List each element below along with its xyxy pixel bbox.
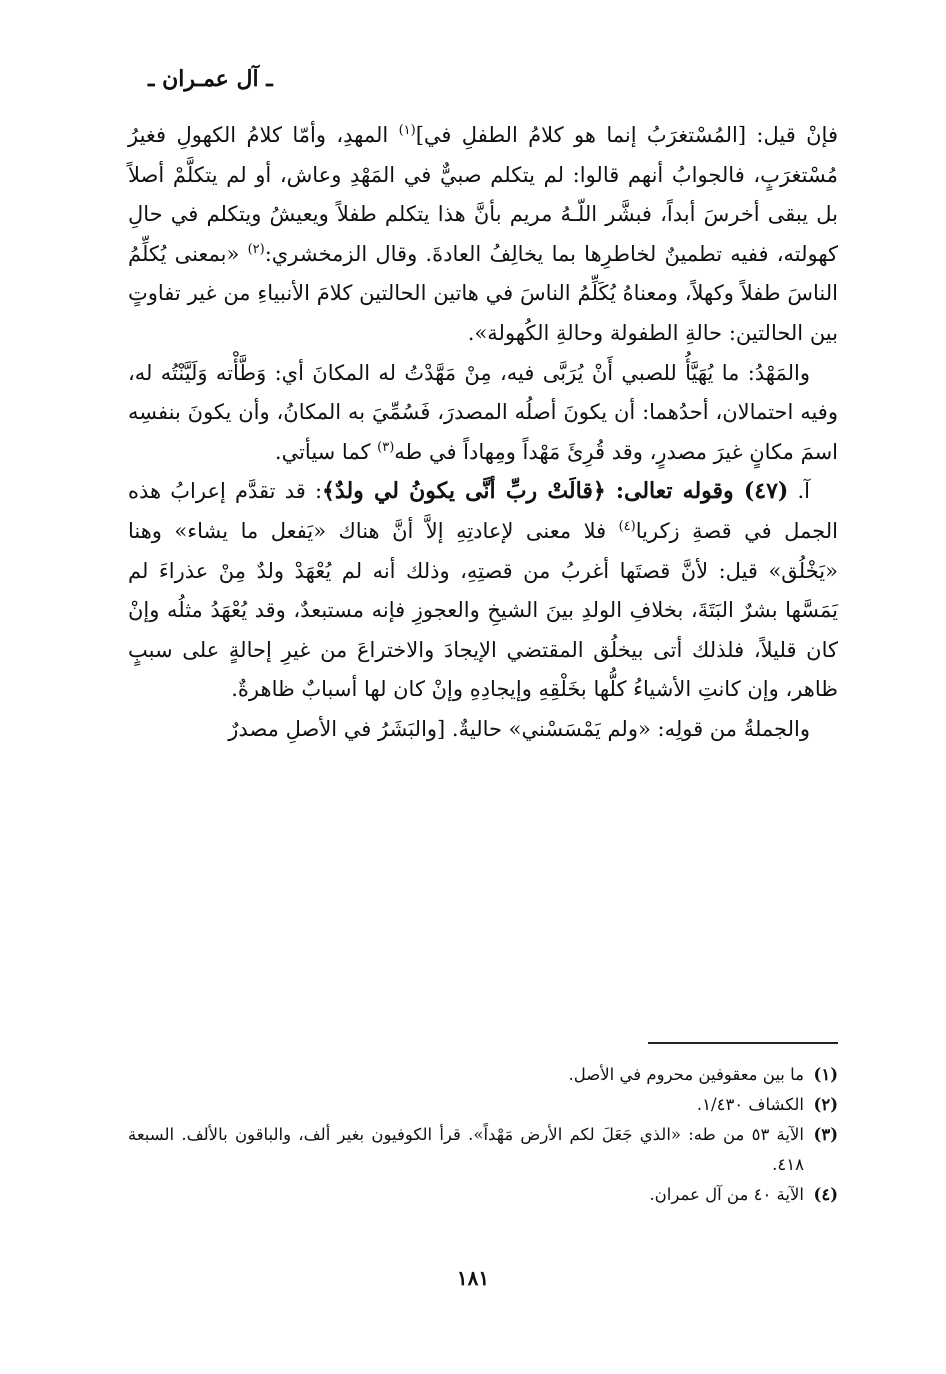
footnote-text xyxy=(128,1180,804,1210)
line-text: المكانُ، وأن يكونَ بنفسِه اسمَ مكانٍ غيرَ مصدرٍ، وقد قُرِئَ مَهْداً ومِهاداً في xyxy=(128,400,838,464)
running-header: ـ آل عمـران ـ xyxy=(148,66,273,92)
footnote-marker[interactable]: (٤) xyxy=(618,518,636,534)
text-line xyxy=(275,440,422,464)
line-text-continued: المهدِ، وأمّا كلامُ xyxy=(246,123,399,147)
line-text: الطفولة وحالةِ الكُهولة». xyxy=(467,320,679,345)
paragraph xyxy=(128,472,838,710)
paragraph xyxy=(128,116,838,354)
footnote xyxy=(128,1090,838,1120)
footnote-number: (١) xyxy=(813,1065,838,1084)
footnote-line: ما بين معقوفين محروم في الأصل. xyxy=(568,1065,804,1084)
footnote xyxy=(128,1180,838,1210)
line-text: طه xyxy=(394,439,423,464)
line-text: وإيجادِهِ وإنْ كان لها أسبابٌ ظاهرةٌ. xyxy=(231,677,532,702)
verse-heading: (٤٧) وقوله تعالى: ﴿قالَتْ ربِّ أنَّى يكونُ لي ولدٌ﴾ xyxy=(322,478,789,505)
line-text: وَطَّأْته وَلَيَّنْتُه له، وفيه احتمالان، أحدُهما: أن يكونَ أصلُه المصدرَ، فَسُمِّيَ به xyxy=(128,360,838,425)
footnote-marker[interactable]: (٢) xyxy=(247,241,265,257)
line-text: مستبعدٌ، وقد يُعْهَدُ مثلُه وإنْ كان قليلاً، فلذلك أتى بيخلُق المقتضي الإيجادَ xyxy=(128,598,838,662)
footnote-text xyxy=(128,1120,804,1180)
text-line xyxy=(468,321,679,345)
footnote-text xyxy=(128,1060,804,1090)
footnotes xyxy=(128,1060,838,1210)
text-line xyxy=(228,717,810,741)
page-number: ١٨١ xyxy=(456,1266,490,1290)
footnote xyxy=(128,1060,838,1090)
line-text-continued: «بمعنى يُكلِّمُ الناسَ طفلاً وكهلاً، ومعناهُ يُكَلِّمُ xyxy=(128,241,838,306)
line-text: ولدٌ مِنْ عذراءَ لم يَمَسَّها بشرٌ البَتَةَ، بخلافِ الولدِ بينَ الشيخِ والعجوزِ فإنه xyxy=(128,558,838,623)
footnote-line: الآية ٤٠ من آل عمران. xyxy=(649,1185,804,1204)
footnote-number: (٢) xyxy=(813,1095,838,1114)
footnote-separator xyxy=(648,1042,838,1044)
main-text xyxy=(128,116,838,750)
text-line xyxy=(231,677,532,701)
line-text-continued: كما سيأتي. xyxy=(274,439,378,464)
footnote-marker[interactable]: (٣) xyxy=(377,439,395,455)
line-text: والاختراعَ من غيرِ إحالةٍ على سببٍ ظاهر، وإن كانتِ الأشياءُ كلُّها بخَلْقِهِ xyxy=(128,637,838,702)
line-text: وعاش، أو لم يتكلَّمْ أصلاً بل يبقى أخرسَ أبداً، فبشَّر اللّـهُ مريم بأنَّ هذا xyxy=(128,162,839,227)
footnote-text xyxy=(128,1090,804,1120)
line-text: العادةَ. وقال الزمخشري: xyxy=(264,241,482,266)
line-text: آ. xyxy=(788,479,810,504)
line-text: الكهولِ فغيرُ مُسْتغرَبٍ، فالجوابُ أنهم قالوا: لم يتكلم صبيٌّ في المَهْدِ xyxy=(128,123,838,187)
line-text: الناسَ في هاتين الحالتين كلامَ الأنبياءِ من غير تفاوتٍ بين الحالتين: حالةِ xyxy=(128,281,838,345)
paragraph xyxy=(128,710,838,750)
line-text-continued: : قد تقدَّم xyxy=(235,479,323,504)
footnote xyxy=(128,1120,838,1180)
footnote-line: الكشاف ١/٤٣٠. xyxy=(696,1095,804,1114)
footnote-marker[interactable]: (١) xyxy=(398,123,416,138)
footnote-number: (٤) xyxy=(813,1185,838,1204)
footnote-line: بالألف. السبعة ٤١٨. xyxy=(128,1125,804,1174)
text-line xyxy=(235,479,810,503)
text-line xyxy=(275,361,810,385)
line-text: ما يشاء» وهنا «يَخْلُق» قيل: لأنَّ قصتَها أغربُ من قصتِهِ، وذلك أنه لم يُعْهَدْ xyxy=(128,518,839,583)
paragraph xyxy=(128,354,838,473)
footnote-number: (٣) xyxy=(813,1125,838,1144)
line-text: إعرابُ هذه الجمل في قصةِ زكريا xyxy=(128,479,838,543)
text-line xyxy=(246,123,838,147)
line-text: فإنْ قيل: [المُسْتغرَبُ إنما هو كلامُ الطفلِ في] xyxy=(415,123,838,147)
line-text: يتكلم طفلاً ويعيشُ ويتكلم في حالِ كهولته، ففيه تطمينٌ لخاطرِها بما يخالِفُ xyxy=(128,202,839,266)
footnote-line: الآية ٥٣ من طه: «الذي جَعَلَ لكم الأرض مَهْداً». قرأ الكوفيون بغير ألف، والباقون xyxy=(234,1125,804,1144)
line-text: والمَهْدُ: ما يُهَيَّأُ للصبي أَنْ يُرَبَّى فيه، مِنْ مَهَّدْتُ له المكانَ أي: xyxy=(274,360,810,385)
line-text: والجملةُ من قولِه: «ولم يَمْسَسْني» حاليةٌ. [والبَشَرُ في الأصلِ مصدرٌ xyxy=(228,716,810,741)
line-text-continued: فلا معنى لإعادتِهِ إلاَّ أنَّ هناك «يَفعل xyxy=(270,518,619,543)
